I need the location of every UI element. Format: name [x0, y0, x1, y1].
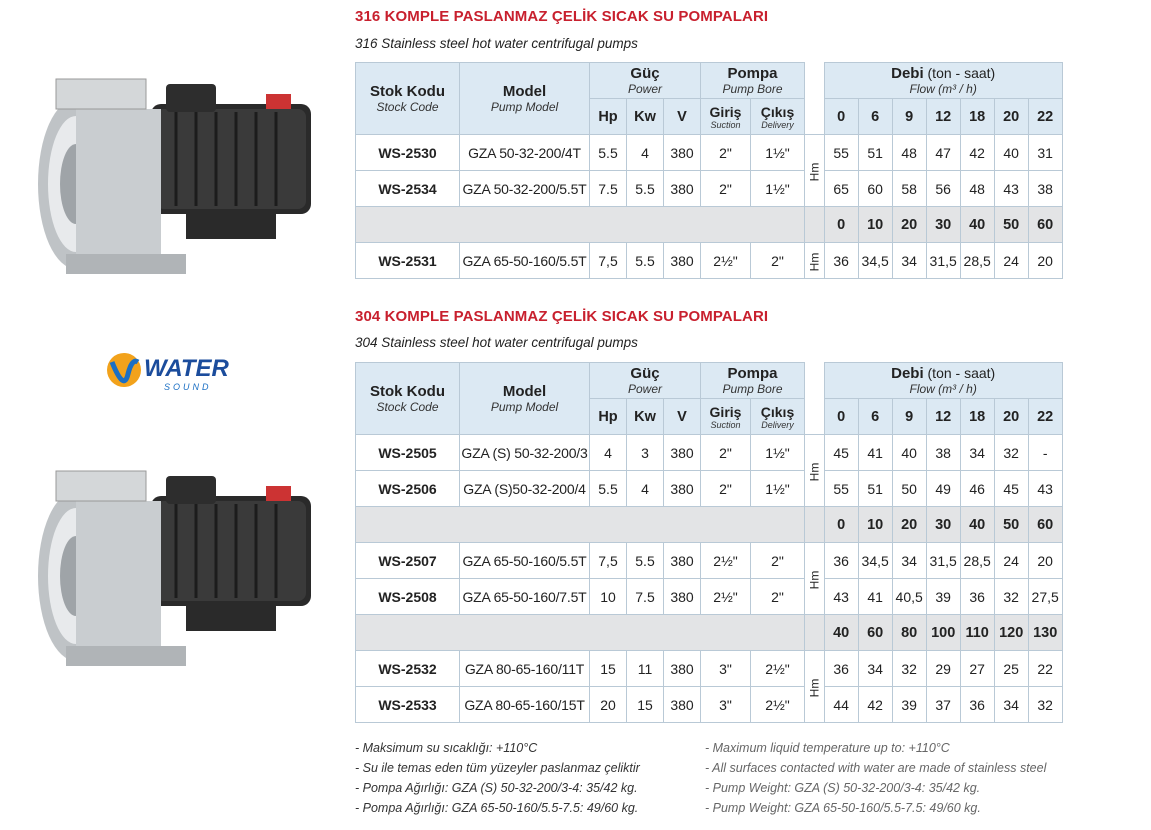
pump-table [355, 62, 1063, 279]
note: - Pompa Ağırlığı: GZA (S) 50-32-200/3-4: 35/42 kg. [355, 781, 638, 795]
note: - Su ile temas eden tüm yüzeyler paslanmaz çeliktir [355, 761, 640, 775]
head-value: 40,5 [892, 579, 926, 615]
head-value: 28,5 [960, 243, 994, 279]
stock-code: WS-2531 [356, 243, 460, 279]
stock-label-en: Stock Code [376, 400, 439, 414]
head-value: 34 [892, 543, 926, 579]
head-value: 34,5 [858, 543, 892, 579]
hp-value: 7,5 [590, 243, 627, 279]
hm-text: Hm [807, 462, 822, 481]
hp-value: 4 [590, 435, 627, 471]
note: - Maximum liquid temperature up to: +110°C [705, 741, 950, 755]
hp-value: 15 [590, 651, 627, 687]
v-value: 380 [664, 171, 701, 207]
delivery-value: 2½" [751, 651, 805, 687]
head-value: 40 [994, 135, 1028, 171]
section-title: 304 KOMPLE PASLANMAZ ÇELİK SICAK SU POMPALARI [355, 308, 769, 325]
flow-value: 20 [892, 507, 926, 543]
flow-value: 50 [994, 507, 1028, 543]
flow-value: 40 [960, 507, 994, 543]
spacer [805, 615, 825, 651]
head-value: 31,5 [926, 243, 960, 279]
suction-value: 2" [701, 435, 751, 471]
stock-code: WS-2507 [356, 543, 460, 579]
table-row [356, 651, 1063, 687]
suction-value: 2½" [701, 543, 751, 579]
hp-value: 20 [590, 687, 627, 723]
head-value: 39 [892, 687, 926, 723]
kw-value: 4 [627, 471, 664, 507]
head-value: 45 [824, 435, 858, 471]
flow-value: 30 [926, 507, 960, 543]
note: - Maksimum su sıcaklığı: +110°C [355, 741, 538, 755]
head-value: 60 [858, 171, 892, 207]
section-subtitle: 316 Stainless steel hot water centrifugal pumps [355, 36, 638, 51]
flow-value: 10 [858, 507, 892, 543]
table-row [356, 435, 1063, 471]
head-value: 36 [824, 651, 858, 687]
spacer [805, 207, 825, 243]
head-value: 34,5 [858, 243, 892, 279]
flow-label-en: Flow (m³ / h) [909, 82, 977, 96]
head-value: 51 [858, 471, 892, 507]
head-value: 46 [960, 471, 994, 507]
stock-header [356, 63, 460, 135]
flow-value: 60 [858, 615, 892, 651]
hm-label [805, 543, 825, 615]
suction-value: 2½" [701, 579, 751, 615]
pump-model: GZA (S)50-32-200/4 [460, 471, 590, 507]
head-value: 42 [960, 135, 994, 171]
flow-label-en: Flow (m³ / h) [909, 382, 977, 396]
head-value: 39 [926, 579, 960, 615]
head-value: 45 [994, 471, 1028, 507]
kw-value: 7.5 [627, 579, 664, 615]
flow-value: 0 [824, 507, 858, 543]
kw-value: 5.5 [627, 171, 664, 207]
model-label-en: Pump Model [490, 400, 559, 414]
delivery-value: 1½" [751, 135, 805, 171]
hp-value: 5.5 [590, 135, 627, 171]
flow-value: 100 [926, 615, 960, 651]
kw-value: 11 [627, 651, 664, 687]
head-value: 44 [824, 687, 858, 723]
pump-model: GZA 80-65-160/15T [460, 687, 590, 723]
head-value: 28,5 [960, 543, 994, 579]
bore-label-en: Pump Bore [722, 82, 783, 96]
flow-value: 60 [1028, 507, 1062, 543]
flow-value: 120 [994, 615, 1028, 651]
v-value: 380 [664, 471, 701, 507]
spacer [805, 363, 825, 435]
flow-value: 12 [926, 399, 960, 435]
v-value: 380 [664, 543, 701, 579]
flow-line [825, 65, 1062, 82]
v-value: 380 [664, 243, 701, 279]
delivery-value: 2" [751, 579, 805, 615]
pump-model: GZA 50-32-200/5.5T [460, 171, 590, 207]
flow-band-row [356, 207, 1063, 243]
hm-label [805, 651, 825, 723]
v-value: 380 [664, 651, 701, 687]
head-value: 34 [858, 651, 892, 687]
hp-header: Hp [590, 399, 627, 435]
delivery-header [751, 99, 805, 135]
head-value: 34 [892, 243, 926, 279]
flow-value: 9 [892, 99, 926, 135]
delivery-value: 2" [751, 243, 805, 279]
kw-value: 4 [627, 135, 664, 171]
flow-value: 30 [926, 207, 960, 243]
table-row [356, 135, 1063, 171]
flow-value: 40 [824, 615, 858, 651]
flow-value: 22 [1028, 399, 1062, 435]
hp-value: 5.5 [590, 471, 627, 507]
head-value: 49 [926, 471, 960, 507]
stock-code: WS-2506 [356, 471, 460, 507]
suction-value: 2½" [701, 243, 751, 279]
bore-label: Pompa [727, 365, 778, 382]
kw-header: Kw [627, 399, 664, 435]
flow-header [824, 63, 1062, 99]
note: - Pompa Ağırlığı: GZA 65-50-160/5.5-7.5: 49/60 kg. [355, 801, 639, 815]
section-title: 316 KOMPLE PASLANMAZ ÇELİK SICAK SU POMPALARI [355, 8, 769, 25]
flow-value: 80 [892, 615, 926, 651]
stock-label: Stok Kodu [370, 383, 445, 400]
head-value: - [1028, 435, 1062, 471]
stock-header [356, 363, 460, 435]
flow-value: 10 [858, 207, 892, 243]
flow-header [824, 363, 1062, 399]
flow-label: Debi [891, 65, 924, 82]
suction-label: Giriş [709, 403, 742, 420]
delivery-header [751, 399, 805, 435]
head-value: 34 [994, 687, 1028, 723]
flow-unit: (ton - saat) [927, 365, 996, 381]
bore-label: Pompa [727, 65, 778, 82]
head-value: 31,5 [926, 543, 960, 579]
flow-value: 20 [892, 207, 926, 243]
head-value: 27,5 [1028, 579, 1062, 615]
flow-line [825, 365, 1062, 382]
flow-value: 12 [926, 99, 960, 135]
hm-text: Hm [807, 252, 822, 271]
flow-band-row [356, 615, 1063, 651]
hm-label [805, 435, 825, 507]
pump-model: GZA 65-50-160/5.5T [460, 243, 590, 279]
head-value: 38 [926, 435, 960, 471]
head-value: 38 [1028, 171, 1062, 207]
flow-value: 9 [892, 399, 926, 435]
flow-value: 50 [994, 207, 1028, 243]
flow-value: 110 [960, 615, 994, 651]
delivery-value: 2½" [751, 687, 805, 723]
table-row [356, 579, 1063, 615]
flow-value: 6 [858, 99, 892, 135]
suction-label-en: Suction [710, 419, 741, 430]
band-empty [356, 615, 805, 651]
head-value: 32 [994, 435, 1028, 471]
flow-value: 130 [1028, 615, 1062, 651]
suction-value: 2" [701, 135, 751, 171]
head-value: 32 [892, 651, 926, 687]
note: - All surfaces contacted with water are made of stainless steel [705, 761, 1047, 775]
bore-header [701, 63, 805, 99]
flow-label: Debi [891, 365, 924, 382]
head-value: 24 [994, 543, 1028, 579]
hm-label [805, 243, 825, 279]
head-value: 25 [994, 651, 1028, 687]
head-value: 43 [824, 579, 858, 615]
svg-text:WATER: WATER [144, 355, 229, 382]
power-header [590, 363, 701, 399]
head-value: 32 [994, 579, 1028, 615]
v-value: 380 [664, 687, 701, 723]
kw-value: 5.5 [627, 243, 664, 279]
stock-code: WS-2530 [356, 135, 460, 171]
head-value: 20 [1028, 543, 1062, 579]
delivery-value: 2" [751, 543, 805, 579]
head-value: 36 [960, 687, 994, 723]
v-value: 380 [664, 435, 701, 471]
head-value: 31 [1028, 135, 1062, 171]
head-value: 36 [824, 243, 858, 279]
delivery-value: 1½" [751, 471, 805, 507]
head-value: 32 [1028, 687, 1062, 723]
stock-code: WS-2505 [356, 435, 460, 471]
flow-value: 20 [994, 99, 1028, 135]
flow-value: 18 [960, 399, 994, 435]
pump-model: GZA 65-50-160/7.5T [460, 579, 590, 615]
head-value: 42 [858, 687, 892, 723]
head-value: 43 [994, 171, 1028, 207]
head-value: 65 [824, 171, 858, 207]
pump-image [36, 64, 326, 294]
head-value: 40 [892, 435, 926, 471]
flow-value: 0 [824, 207, 858, 243]
pump-model: GZA 50-32-200/4T [460, 135, 590, 171]
head-value: 22 [1028, 651, 1062, 687]
flow-unit: (ton - saat) [927, 65, 996, 81]
delivery-label: Çıkış [760, 103, 795, 120]
table-row [356, 687, 1063, 723]
head-value: 41 [858, 579, 892, 615]
flow-value: 0 [824, 99, 858, 135]
bore-header [701, 363, 805, 399]
power-label-en: Power [627, 382, 662, 396]
head-value: 58 [892, 171, 926, 207]
model-label: Model [502, 383, 547, 400]
bore-label-en: Pump Bore [722, 382, 783, 396]
note: - Pump Weight: GZA 65-50-160/5.5-7.5: 49/60 kg. [705, 801, 981, 815]
delivery-value: 1½" [751, 435, 805, 471]
power-header [590, 63, 701, 99]
head-value: 43 [1028, 471, 1062, 507]
kw-value: 15 [627, 687, 664, 723]
pump-model: GZA (S) 50-32-200/3 [460, 435, 590, 471]
head-value: 36 [824, 543, 858, 579]
head-value: 29 [926, 651, 960, 687]
delivery-label: Çıkış [760, 403, 795, 420]
hp-value: 7.5 [590, 171, 627, 207]
delivery-label-en: Delivery [761, 419, 794, 430]
hp-value: 7,5 [590, 543, 627, 579]
spacer [805, 63, 825, 135]
head-value: 55 [824, 471, 858, 507]
hm-text: Hm [807, 678, 822, 697]
band-empty [356, 507, 805, 543]
head-value: 50 [892, 471, 926, 507]
head-value: 36 [960, 579, 994, 615]
svg-text:SOUND: SOUND [164, 382, 212, 392]
table-row [356, 543, 1063, 579]
suction-label-en: Suction [710, 119, 741, 130]
notes-tr [355, 738, 640, 818]
model-label: Model [502, 83, 547, 100]
suction-value: 3" [701, 651, 751, 687]
v-value: 380 [664, 579, 701, 615]
suction-value: 3" [701, 687, 751, 723]
kw-value: 3 [627, 435, 664, 471]
hm-text: Hm [807, 570, 822, 589]
flow-value: 40 [960, 207, 994, 243]
pump-table [355, 362, 1063, 723]
note: - Pump Weight: GZA (S) 50-32-200/3-4: 35/42 kg. [705, 781, 981, 795]
head-value: 55 [824, 135, 858, 171]
head-value: 47 [926, 135, 960, 171]
v-header: V [664, 99, 701, 135]
table-row [356, 171, 1063, 207]
power-label-en: Power [627, 82, 662, 96]
head-value: 37 [926, 687, 960, 723]
flow-value: 20 [994, 399, 1028, 435]
delivery-label-en: Delivery [761, 119, 794, 130]
power-label: Güç [630, 65, 660, 82]
pump-model: GZA 80-65-160/11T [460, 651, 590, 687]
head-value: 20 [1028, 243, 1062, 279]
hm-text: Hm [807, 162, 822, 181]
hp-value: 10 [590, 579, 627, 615]
stock-label-en: Stock Code [376, 100, 439, 114]
suction-header [701, 399, 751, 435]
header-row [356, 63, 1063, 99]
pump-model: GZA 65-50-160/5.5T [460, 543, 590, 579]
v-header: V [664, 399, 701, 435]
head-value: 27 [960, 651, 994, 687]
flow-value: 60 [1028, 207, 1062, 243]
spacer [805, 507, 825, 543]
water-sound-logo [102, 340, 242, 400]
power-label: Güç [630, 365, 660, 382]
suction-value: 2" [701, 171, 751, 207]
head-value: 48 [960, 171, 994, 207]
model-header [460, 63, 590, 135]
stock-code: WS-2508 [356, 579, 460, 615]
suction-label: Giriş [709, 103, 742, 120]
flow-band-row [356, 507, 1063, 543]
header-row [356, 363, 1063, 399]
model-header [460, 363, 590, 435]
pump-image [36, 456, 326, 686]
suction-value: 2" [701, 471, 751, 507]
left-panel [0, 0, 350, 830]
hp-header: Hp [590, 99, 627, 135]
head-value: 41 [858, 435, 892, 471]
v-value: 380 [664, 135, 701, 171]
head-value: 34 [960, 435, 994, 471]
kw-header: Kw [627, 99, 664, 135]
flow-value: 0 [824, 399, 858, 435]
head-value: 51 [858, 135, 892, 171]
kw-value: 5.5 [627, 543, 664, 579]
head-value: 56 [926, 171, 960, 207]
head-value: 48 [892, 135, 926, 171]
table-row [356, 471, 1063, 507]
stock-code: WS-2532 [356, 651, 460, 687]
flow-value: 18 [960, 99, 994, 135]
delivery-value: 1½" [751, 171, 805, 207]
section-subtitle: 304 Stainless steel hot water centrifugal pumps [355, 335, 638, 350]
notes-en [705, 738, 1046, 818]
stock-label: Stok Kodu [370, 83, 445, 100]
flow-value: 22 [1028, 99, 1062, 135]
hm-label [805, 135, 825, 207]
head-value: 24 [994, 243, 1028, 279]
band-empty [356, 207, 805, 243]
flow-value: 6 [858, 399, 892, 435]
suction-header [701, 99, 751, 135]
stock-code: WS-2534 [356, 171, 460, 207]
table-row [356, 243, 1063, 279]
model-label-en: Pump Model [490, 100, 559, 114]
stock-code: WS-2533 [356, 687, 460, 723]
